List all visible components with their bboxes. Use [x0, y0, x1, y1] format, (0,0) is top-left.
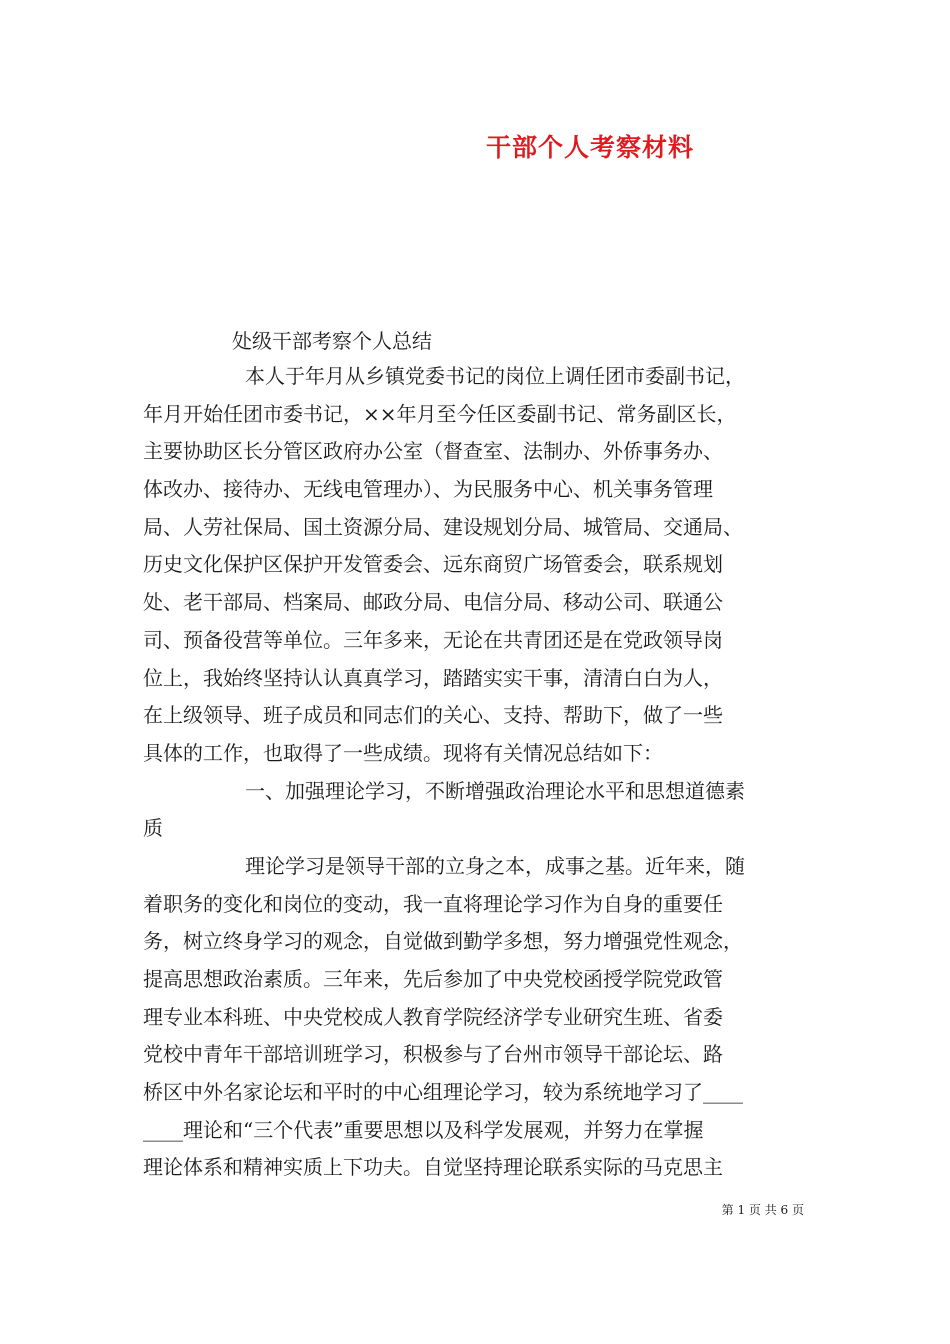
paragraph-line: 局、人劳社保局、国土资源分局、建设规划分局、城管局、交通局、 — [143, 514, 743, 539]
paragraph-line: 主要协助区长分管区政府办公室（督查室、法制办、外侨事务办、 — [143, 439, 723, 464]
paragraph-line: 历史文化保护区保护开发管委会、远东商贸广场管委会，联系规划 — [143, 552, 723, 577]
paragraph-line: 理论体系和精神实质上下功夫。自觉坚持理论联系实际的马克思主 — [143, 1155, 723, 1180]
paragraph-line: 本人于年月从乡镇党委书记的岗位上调任团市委副书记， — [245, 364, 745, 388]
paragraph-line: 理专业本科班、中央党校成人教育学院经济学专业研究生班、省委 — [143, 1004, 723, 1029]
paragraph-line: 年月开始任团市委书记，××年月至今任区委副书记、常务副区长， — [143, 401, 737, 426]
document-body — [143, 358, 823, 1187]
paragraph-line: 桥区中外名家论坛和平时的中心组理论学习，较为系统地学习了____ — [143, 1080, 743, 1105]
paragraph-line: 体改办、接待办、无线电管理办）、为民服务中心、机关事务管理 — [143, 477, 713, 502]
paragraph-line: 党校中青年干部培训班学习，积极参与了台州市领导干部论坛、路 — [143, 1042, 723, 1067]
paragraph-line: 具体的工作，也取得了一些成绩。现将有关情况总结如下： — [143, 740, 663, 765]
section-heading-line: 一、加强理论学习，不断增强政治理论水平和思想道德素 — [245, 778, 745, 803]
paragraph-line: 在上级领导、班子成员和同志们的关心、支持、帮助下，做了一些 — [143, 703, 723, 728]
paragraph-line: 提高思想政治素质。三年来，先后参加了中央党校函授学院党政管 — [143, 967, 723, 991]
page-number: 第 1 页 共 6 页 — [721, 1203, 804, 1217]
document-title: 干部个人考察材料 — [485, 133, 694, 162]
section-heading-line: 质 — [143, 816, 163, 841]
paragraph-line: 务，树立终身学习的观念，自觉做到勤学多想，努力增强党性观念， — [143, 929, 743, 954]
paragraph-line: 司、预备役营等单位。三年多来，无论在共青团还是在党政领导岗 — [143, 627, 723, 652]
paragraph-line: 着职务的变化和岗位的变动，我一直将理论学习作为自身的重要任 — [143, 891, 723, 916]
paragraph-line: ____理论和“三个代表”重要思想以及科学发展观，并努力在掌握 — [143, 1117, 704, 1142]
document-subtitle: 处级干部考察个人总结 — [232, 329, 432, 353]
paragraph-line: 位上，我始终坚持认认真真学习，踏踏实实干事，清清白白为人， — [143, 665, 723, 690]
paragraph-line: 处、老干部局、档案局、邮政分局、电信分局、移动公司、联通公 — [143, 590, 723, 615]
paragraph-line: 理论学习是领导干部的立身之本，成事之基。近年来，随 — [245, 853, 745, 878]
